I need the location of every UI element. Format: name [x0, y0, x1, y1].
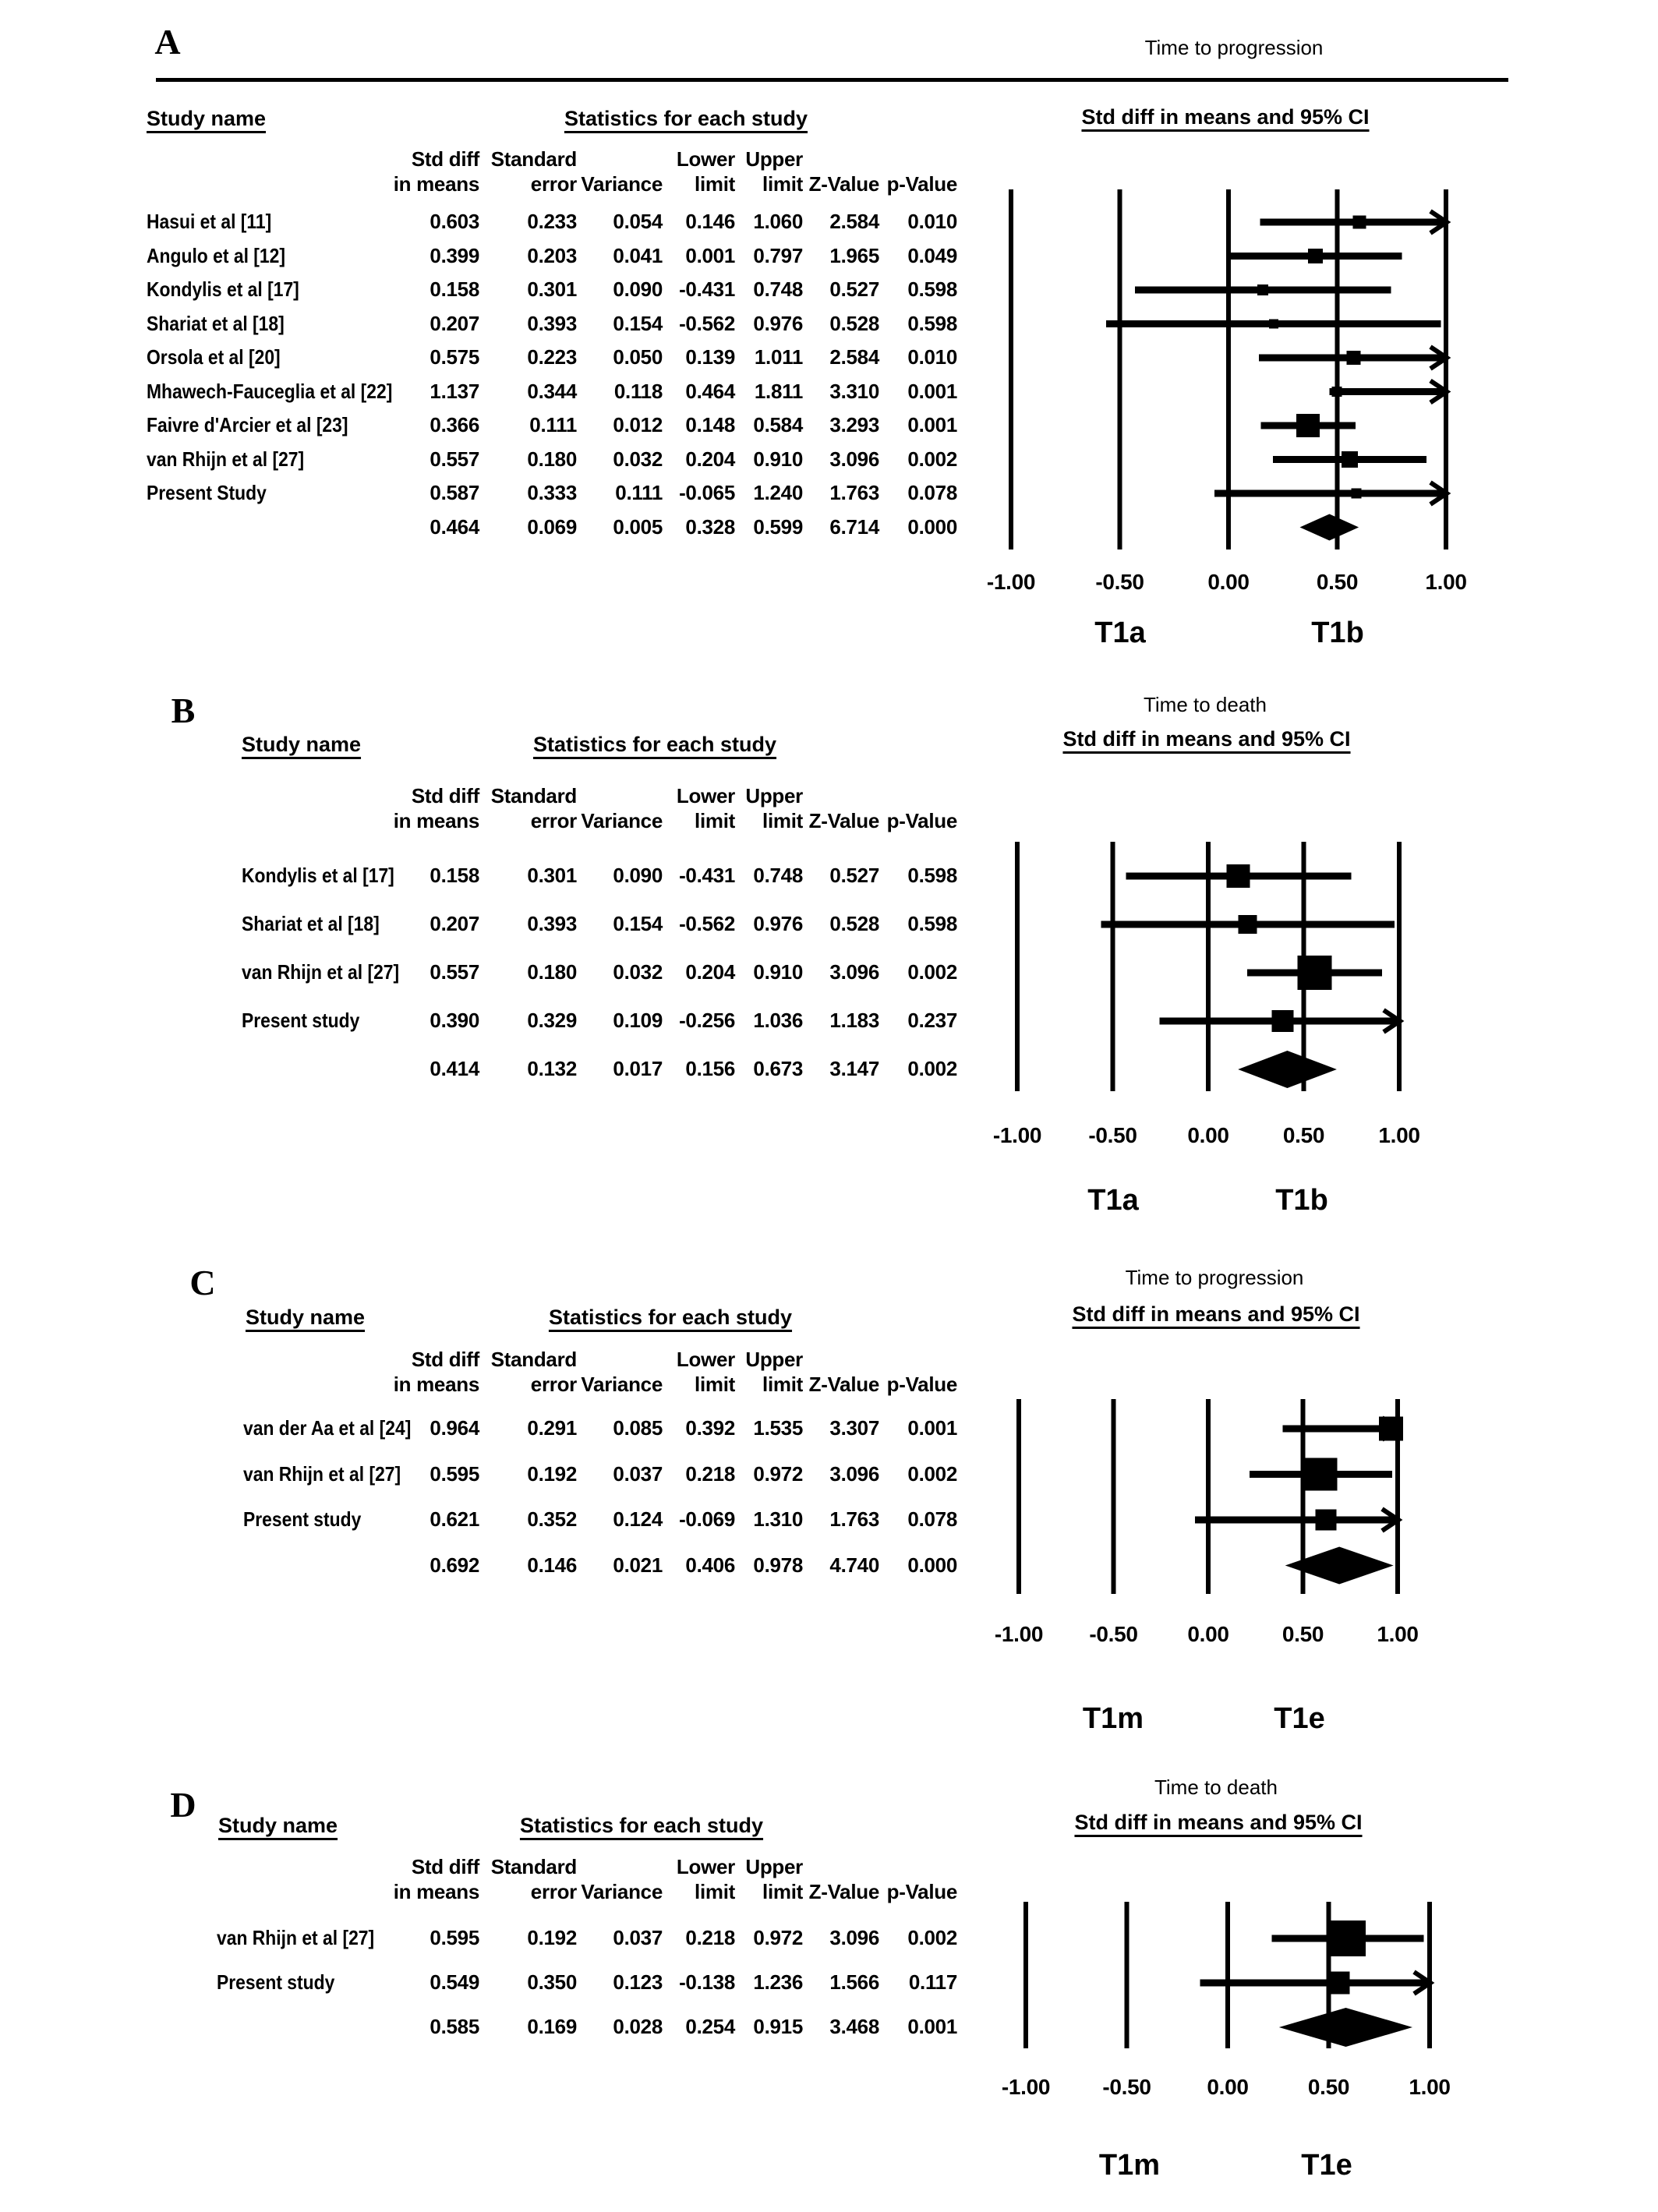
stat-value: 1.060	[753, 210, 803, 234]
stat-value: 0.078	[907, 1507, 957, 1532]
stat-value: 1.183	[829, 1009, 879, 1033]
stat-value: 0.575	[430, 345, 479, 369]
axis-tick-label: 0.50	[1316, 569, 1359, 594]
stat-value: -0.562	[679, 912, 735, 936]
stat-value: 6.714	[829, 514, 879, 539]
effect-square	[1346, 351, 1360, 365]
column-header: error	[530, 172, 577, 196]
stat-value: 0.352	[527, 1507, 577, 1532]
summary-diamond	[1238, 1051, 1337, 1088]
stat-value: 0.085	[613, 1416, 663, 1440]
stat-value: 0.557	[430, 960, 479, 984]
effect-ci-header: Std diff in means and 95% CI	[1062, 726, 1351, 751]
header-rule	[156, 78, 1508, 82]
column-header: Variance	[581, 1880, 663, 1904]
stat-value: 0.192	[527, 1461, 577, 1486]
stat-value: 3.310	[829, 379, 879, 403]
stat-value: 0.585	[430, 2015, 479, 2039]
effect-square	[1269, 320, 1278, 329]
column-header: Z-Value	[808, 1880, 879, 1904]
stat-value: 0.146	[527, 1553, 577, 1577]
effect-square	[1272, 1010, 1294, 1032]
stat-value: 0.002	[907, 960, 957, 984]
stat-value: 3.096	[829, 1461, 879, 1486]
stat-value: 3.307	[829, 1416, 879, 1440]
stat-value: 1.965	[829, 243, 879, 267]
stat-value: 0.393	[527, 311, 577, 335]
group-label-right: T1e	[1301, 2148, 1352, 2182]
stat-value: 0.123	[613, 1970, 663, 1995]
stat-value: 0.021	[613, 1553, 663, 1577]
stat-value: 0.037	[613, 1926, 663, 1950]
effect-square	[1315, 1510, 1336, 1531]
column-header: Upper	[745, 784, 803, 808]
stat-value: 0.203	[527, 243, 577, 267]
effect-square	[1353, 216, 1366, 229]
study-name: Present study	[217, 1970, 335, 1995]
stat-value: 0.012	[613, 413, 663, 437]
column-header: Lower	[676, 1348, 735, 1372]
axis-tick-label: 1.00	[1409, 2074, 1451, 2099]
study-name: Hasui et al [11]	[147, 210, 272, 234]
stat-value: 0.528	[829, 912, 879, 936]
stat-value: 0.598	[907, 864, 957, 888]
stat-value: 0.169	[527, 2015, 577, 2039]
column-header: Z-Value	[808, 809, 879, 833]
plot-condition-title: Time to progression	[1144, 36, 1324, 60]
stat-value: 0.978	[753, 1553, 803, 1577]
column-header: Standard	[490, 147, 577, 171]
effect-square	[1379, 1417, 1403, 1441]
plot-condition-title: Time to death	[1154, 1776, 1278, 1800]
axis-tick-label: 1.00	[1378, 1122, 1420, 1147]
stat-value: 1.240	[753, 481, 803, 505]
stat-value: 0.797	[753, 243, 803, 267]
column-header: in means	[393, 1373, 479, 1397]
forest-plot	[995, 1882, 1472, 2076]
effect-square	[1342, 451, 1358, 468]
plot-condition-title: Time to death	[1143, 693, 1267, 717]
stat-value: 0.527	[829, 864, 879, 888]
study-name: Faivre d'Arcier et al [23]	[147, 413, 348, 437]
stat-value: 0.069	[527, 514, 577, 539]
stat-value: 0.218	[685, 1926, 735, 1950]
forest-plot	[980, 170, 1489, 577]
stat-value: 0.218	[685, 1461, 735, 1486]
axis-tick-label: 0.00	[1187, 1621, 1229, 1646]
stat-value: 2.584	[829, 345, 879, 369]
forest-plot	[988, 1380, 1441, 1621]
stat-value: 0.328	[685, 514, 735, 539]
stat-value: 0.010	[907, 210, 957, 234]
study-name: van der Aa et al [24]	[243, 1416, 412, 1440]
axis-tick-label: -1.00	[992, 1122, 1042, 1147]
stat-value: 0.748	[753, 277, 803, 302]
stat-value: 0.603	[430, 210, 479, 234]
stat-value: 1.310	[753, 1507, 803, 1532]
stat-value: 0.050	[613, 345, 663, 369]
stat-value: 0.124	[613, 1507, 663, 1532]
stat-value: -0.431	[679, 864, 735, 888]
axis-tick-label: -0.50	[1095, 569, 1144, 594]
axis-tick-label: 0.50	[1282, 1122, 1325, 1147]
column-header: Std diff	[411, 784, 479, 808]
stat-value: 0.158	[430, 277, 479, 302]
stat-value: 0.002	[907, 1057, 957, 1081]
stat-value: 0.528	[829, 311, 879, 335]
column-header: Standard	[490, 1348, 577, 1372]
stat-value: 0.001	[685, 243, 735, 267]
stat-value: 0.254	[685, 2015, 735, 2039]
stat-value: -0.431	[679, 277, 735, 302]
study-name: van Rhijn et al [27]	[147, 447, 305, 471]
stat-value: 2.584	[829, 210, 879, 234]
stat-value: 0.910	[753, 447, 803, 471]
stat-value: 0.595	[430, 1461, 479, 1486]
stat-value: 3.147	[829, 1057, 879, 1081]
stat-value: 3.096	[829, 447, 879, 471]
stat-value: 0.090	[613, 864, 663, 888]
column-header: Upper	[745, 147, 803, 171]
stat-value: 0.111	[529, 413, 577, 437]
study-name: Present Study	[147, 481, 267, 505]
panel-label: A	[154, 21, 181, 62]
stats-header: Statistics for each study	[532, 732, 777, 756]
column-header: p-Value	[886, 172, 957, 196]
column-header: Std diff	[411, 147, 479, 171]
group-label-left: T1m	[1082, 1701, 1144, 1735]
column-header: limit	[762, 1373, 803, 1397]
effect-ci-header: Std diff in means and 95% CI	[1074, 1810, 1363, 1834]
stat-value: 0.090	[613, 277, 663, 302]
stat-value: 0.972	[753, 1926, 803, 1950]
axis-tick-label: 1.00	[1377, 1621, 1419, 1646]
stat-value: 0.915	[753, 2015, 803, 2039]
column-header: Variance	[581, 809, 663, 833]
group-label-right: T1e	[1274, 1701, 1325, 1735]
column-header: Upper	[745, 1348, 803, 1372]
group-label-left: T1a	[1087, 1183, 1139, 1217]
stat-value: 0.598	[907, 912, 957, 936]
stat-value: 1.763	[829, 1507, 879, 1532]
stat-value: 0.192	[527, 1926, 577, 1950]
effect-ci-header: Std diff in means and 95% CI	[1081, 104, 1370, 129]
stat-value: 0.010	[907, 345, 957, 369]
column-header: limit	[695, 1880, 735, 1904]
stat-value: 0.406	[685, 1553, 735, 1577]
stat-value: 1.236	[753, 1970, 803, 1995]
axis-tick-label: 0.00	[1207, 2074, 1249, 2099]
effect-square	[1330, 1920, 1366, 1956]
panel-label: C	[189, 1262, 216, 1302]
stat-value: 0.301	[527, 864, 577, 888]
stat-value: -0.256	[679, 1009, 735, 1033]
study-name-header: Study name	[218, 1813, 338, 1837]
column-header: in means	[393, 172, 479, 196]
stat-value: 4.740	[829, 1553, 879, 1577]
stat-value: 0.584	[753, 413, 803, 437]
column-header: limit	[695, 809, 735, 833]
effect-ci-header: Std diff in means and 95% CI	[1072, 1302, 1360, 1326]
stat-value: 0.154	[613, 311, 663, 335]
stat-value: 0.301	[527, 277, 577, 302]
study-name: Present study	[243, 1507, 362, 1532]
stat-value: 1.566	[829, 1970, 879, 1995]
stat-value: 3.096	[829, 960, 879, 984]
summary-diamond	[1279, 2008, 1412, 2047]
study-name: van Rhijn et al [27]	[243, 1461, 401, 1486]
column-header: Std diff	[411, 1855, 479, 1879]
stats-header: Statistics for each study	[548, 1305, 793, 1329]
plot-condition-title: Time to progression	[1125, 1266, 1304, 1290]
stat-value: 0.964	[430, 1416, 479, 1440]
stat-value: 0.154	[613, 912, 663, 936]
effect-square	[1227, 864, 1250, 888]
column-header: limit	[762, 1880, 803, 1904]
stat-value: 0.041	[613, 243, 663, 267]
column-header: Variance	[581, 172, 663, 196]
stat-value: 0.976	[753, 311, 803, 335]
column-header: p-Value	[886, 1880, 957, 1904]
group-label-right: T1b	[1275, 1183, 1328, 1217]
stat-value: 0.180	[527, 960, 577, 984]
column-header: Z-Value	[808, 1373, 879, 1397]
stat-value: 0.156	[685, 1057, 735, 1081]
column-header: limit	[695, 1373, 735, 1397]
column-header: Standard	[490, 784, 577, 808]
summary-diamond	[1300, 514, 1359, 541]
stat-value: 0.291	[527, 1416, 577, 1440]
column-header: Lower	[676, 784, 735, 808]
stat-value: 0.001	[907, 379, 957, 403]
study-name: Angulo et al [12]	[147, 243, 285, 267]
stat-value: -0.138	[679, 1970, 735, 1995]
stat-value: 0.017	[613, 1057, 663, 1081]
panel-label: D	[170, 1784, 196, 1825]
stat-value: 0.204	[685, 960, 735, 984]
column-header: p-Value	[886, 1373, 957, 1397]
stat-value: 0.366	[430, 413, 479, 437]
study-name: Shariat et al [18]	[242, 912, 380, 936]
stat-value: 0.599	[753, 514, 803, 539]
axis-tick-label: -0.50	[1089, 1621, 1138, 1646]
effect-square	[1257, 284, 1268, 295]
axis-tick-label: 0.50	[1282, 1621, 1324, 1646]
column-header: limit	[762, 172, 803, 196]
stat-value: 0.049	[907, 243, 957, 267]
stat-value: 0.976	[753, 912, 803, 936]
stat-value: -0.069	[679, 1507, 735, 1532]
study-name: van Rhijn et al [27]	[242, 960, 400, 984]
column-header: Upper	[745, 1855, 803, 1879]
axis-tick-label: -0.50	[1088, 1122, 1137, 1147]
stat-value: 0.393	[527, 912, 577, 936]
stat-value: 0.111	[615, 481, 663, 505]
study-name: Orsola et al [20]	[147, 345, 281, 369]
stat-value: 0.158	[430, 864, 479, 888]
axis-tick-label: 1.00	[1425, 569, 1467, 594]
study-name-header: Study name	[147, 106, 267, 130]
stat-value: 0.557	[430, 447, 479, 471]
stat-value: 0.032	[613, 960, 663, 984]
stat-value: 0.148	[685, 413, 735, 437]
stat-value: 0.054	[613, 210, 663, 234]
stat-value: 0.233	[527, 210, 577, 234]
stat-value: 0.910	[753, 960, 803, 984]
column-header: error	[530, 1880, 577, 1904]
stat-value: 0.464	[685, 379, 735, 403]
stat-value: 3.468	[829, 2015, 879, 2039]
column-header: Z-Value	[808, 172, 879, 196]
stat-value: 0.109	[613, 1009, 663, 1033]
effect-square	[1331, 387, 1342, 397]
stat-value: 1.811	[754, 379, 803, 403]
stat-value: 0.032	[613, 447, 663, 471]
stats-header: Statistics for each study	[564, 106, 808, 130]
stat-value: 0.146	[685, 210, 735, 234]
stat-value: 0.028	[613, 2015, 663, 2039]
stat-value: 0.132	[527, 1057, 577, 1081]
stat-value: 0.527	[829, 277, 879, 302]
stat-value: 0.595	[430, 1926, 479, 1950]
study-name: Shariat et al [18]	[147, 311, 285, 335]
group-label-left: T1a	[1094, 616, 1146, 649]
stat-value: 0.350	[527, 1970, 577, 1995]
stat-value: 0.118	[613, 379, 663, 403]
axis-tick-label: 0.00	[1207, 569, 1250, 594]
study-name: van Rhijn et al [27]	[217, 1926, 375, 1950]
stat-value: 0.037	[613, 1461, 663, 1486]
stat-value: 3.096	[829, 1926, 879, 1950]
stat-value: 0.180	[527, 447, 577, 471]
stat-value: 0.598	[907, 311, 957, 335]
stat-value: 0.223	[527, 345, 577, 369]
effect-square	[1239, 915, 1257, 934]
stat-value: 0.001	[907, 1416, 957, 1440]
stat-value: 1.535	[753, 1416, 803, 1440]
stat-value: 0.005	[613, 514, 663, 539]
stat-value: 3.293	[829, 413, 879, 437]
effect-square	[1327, 1972, 1350, 1995]
stat-value: 0.673	[753, 1057, 803, 1081]
stat-value: 0.207	[430, 311, 479, 335]
stat-value: 0.000	[907, 514, 957, 539]
stat-value: 0.139	[685, 345, 735, 369]
study-name-header: Study name	[242, 732, 362, 756]
group-label-left: T1m	[1098, 2148, 1161, 2182]
effect-square	[1297, 956, 1331, 990]
study-name: Kondylis et al [17]	[147, 277, 299, 302]
stat-value: 0.598	[907, 277, 957, 302]
forest-plot	[986, 822, 1442, 1118]
stat-value: 0.237	[907, 1009, 957, 1033]
stat-value: 0.001	[907, 413, 957, 437]
stat-value: 0.464	[430, 514, 479, 539]
column-header: in means	[393, 809, 479, 833]
stat-value: 0.207	[430, 912, 479, 936]
stat-value: 1.011	[754, 345, 803, 369]
study-name: Present study	[242, 1009, 360, 1033]
panel-label: B	[171, 690, 196, 730]
stat-value: 0.002	[907, 1461, 957, 1486]
group-label-right: T1b	[1311, 616, 1364, 649]
stat-value: 0.333	[527, 481, 577, 505]
column-header: Std diff	[411, 1348, 479, 1372]
stat-value: 0.390	[430, 1009, 479, 1033]
stats-header: Statistics for each study	[519, 1813, 764, 1837]
axis-tick-label: 0.00	[1187, 1122, 1229, 1147]
stat-value: 1.137	[430, 379, 479, 403]
stat-value: 0.549	[430, 1970, 479, 1995]
stat-value: 0.748	[753, 864, 803, 888]
axis-tick-label: -1.00	[986, 569, 1036, 594]
stat-value: 0.399	[430, 243, 479, 267]
stat-value: -0.562	[679, 311, 735, 335]
stat-value: 0.329	[527, 1009, 577, 1033]
stat-value: 0.000	[907, 1553, 957, 1577]
stat-value: 0.001	[907, 2015, 957, 2039]
column-header: limit	[762, 809, 803, 833]
column-header: Standard	[490, 1855, 577, 1879]
effect-square	[1305, 1458, 1338, 1491]
stat-value: 0.002	[907, 447, 957, 471]
study-name-header: Study name	[246, 1305, 366, 1329]
stat-value: 0.587	[430, 481, 479, 505]
stat-value: -0.065	[679, 481, 735, 505]
effect-square	[1296, 414, 1320, 437]
column-header: Lower	[676, 1855, 735, 1879]
stat-value: 0.621	[430, 1507, 479, 1532]
effect-square	[1308, 249, 1323, 263]
study-name: Kondylis et al [17]	[242, 864, 394, 888]
stat-value: 0.117	[908, 1970, 957, 1995]
column-header: Variance	[581, 1373, 663, 1397]
axis-tick-label: -1.00	[1001, 2074, 1051, 2099]
column-header: error	[530, 1373, 577, 1397]
stat-value: 0.414	[430, 1057, 479, 1081]
axis-tick-label: 0.50	[1307, 2074, 1350, 2099]
stat-value: 1.763	[829, 481, 879, 505]
column-header: in means	[393, 1880, 479, 1904]
stat-value: 0.972	[753, 1461, 803, 1486]
stat-value: 0.002	[907, 1926, 957, 1950]
stat-value: 0.078	[907, 481, 957, 505]
study-name: Mhawech-Fauceglia et al [22]	[147, 379, 393, 403]
column-header: p-Value	[886, 809, 957, 833]
column-header: Lower	[676, 147, 735, 171]
stat-value: 0.344	[527, 379, 577, 403]
stat-value: 0.204	[685, 447, 735, 471]
stat-value: 0.692	[430, 1553, 479, 1577]
column-header: error	[530, 809, 577, 833]
axis-tick-label: -1.00	[994, 1621, 1044, 1646]
effect-square	[1351, 489, 1361, 499]
stat-value: 0.392	[685, 1416, 735, 1440]
column-header: limit	[695, 172, 735, 196]
axis-tick-label: -0.50	[1102, 2074, 1151, 2099]
stat-value: 1.036	[753, 1009, 803, 1033]
